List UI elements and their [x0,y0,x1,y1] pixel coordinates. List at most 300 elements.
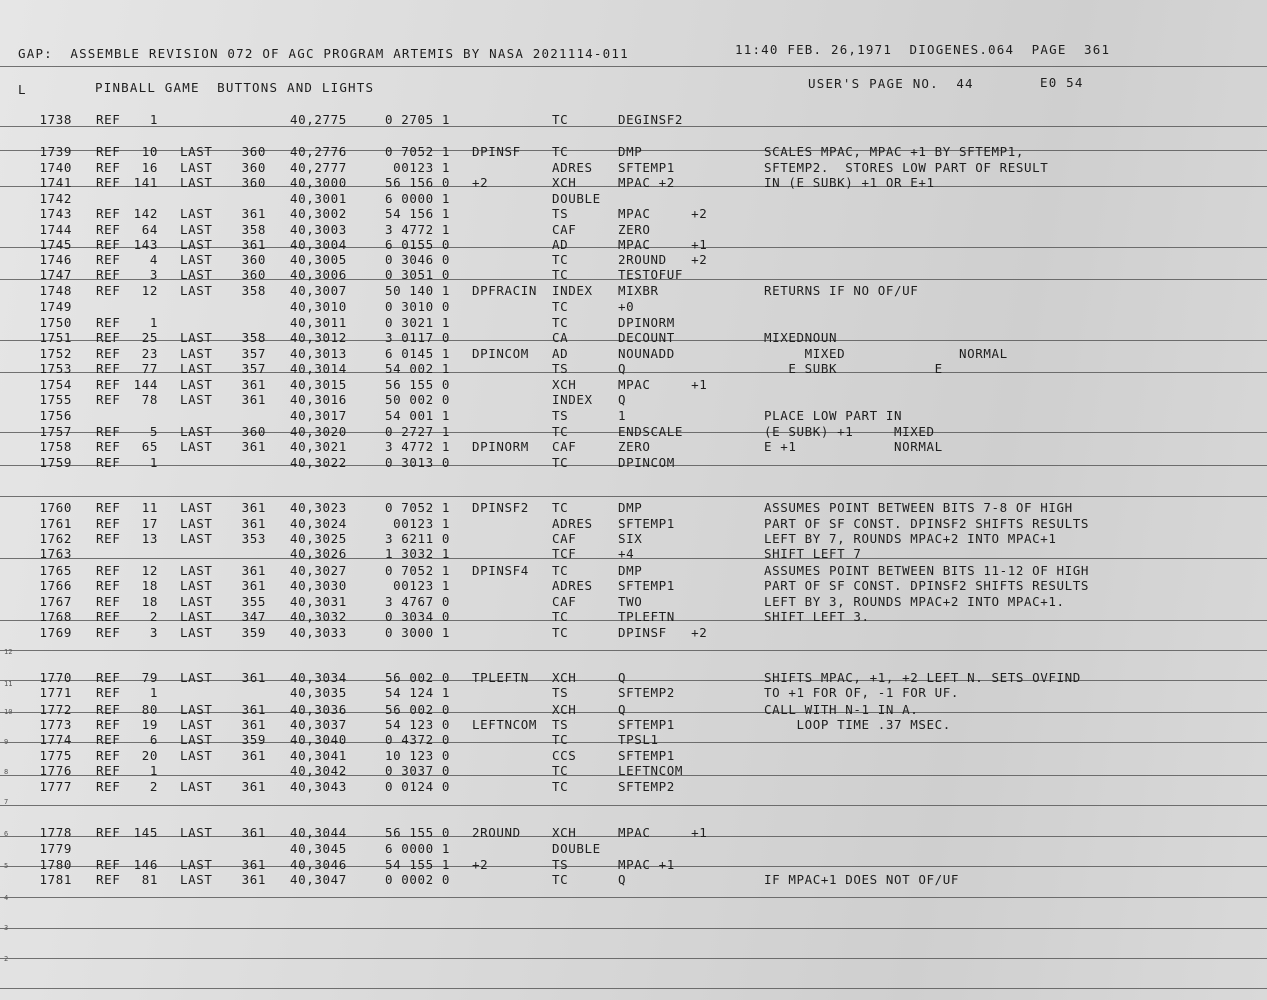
listing-row [0,748,1267,763]
comment: CALL WITH N-1 IN A. [764,701,919,717]
ref-count: 18 [141,577,158,593]
ref-count: 12 [141,283,158,299]
last-label: LAST [180,236,213,252]
last-label: LAST [180,531,213,547]
last-label: LAST [180,562,213,578]
listing-row [0,841,1267,856]
octal-code: 54 155 1 [384,856,450,872]
ref-label: REF [96,670,121,686]
last-page: 361 [241,856,266,872]
line-number: 1757 [39,423,72,439]
opcode: TC [552,423,569,439]
comment: SHIFTS MPAC, +1, +2 LEFT N. SETS OVFIND [764,670,1081,686]
opcode: TC [552,779,569,795]
octal-code: 0 0124 0 [384,779,450,795]
last-page: 359 [241,731,266,747]
ref-count: 1 [149,454,158,470]
ref-count: 11 [141,500,158,516]
opcode: TS [552,407,569,423]
listing-row [0,252,1267,267]
operand: SFTEMP2 [618,685,675,701]
octal-code: 6 0155 0 [384,236,450,252]
listing-row [0,408,1267,423]
octal-code: 6 0145 1 [384,345,450,361]
ref-label: REF [96,438,121,454]
address: 40,2775 [290,112,347,127]
last-label: LAST [180,361,213,377]
listing-row [0,732,1267,747]
ref-count: 1 [149,314,158,330]
operand: MIXBR [618,283,659,299]
opcode: TC [552,562,569,578]
ref-count: 77 [141,361,158,377]
listing-row [0,237,1267,252]
line-number: 1762 [39,531,72,547]
symbol-label: LEFTNCOM [472,716,538,732]
last-page: 358 [241,329,266,345]
operand: NOUNADD [618,345,675,361]
opcode: DOUBLE [552,190,601,206]
margin-mark: 11 [4,680,13,688]
last-page: 361 [241,500,266,516]
opcode: TC [552,144,569,160]
line-number: 1760 [39,500,72,516]
operand: SFTEMP1 [618,748,675,764]
last-label: LAST [180,670,213,686]
page-code: E0 54 [1040,75,1084,90]
octal-code: 3 6211 0 [384,531,450,547]
address: 40,3007 [290,283,347,299]
ref-count: 145 [133,825,158,841]
address: 40,3017 [290,407,347,423]
octal-code: 0 2705 1 [384,112,450,127]
last-label: LAST [180,205,213,221]
listing-row [0,670,1267,685]
octal-code: 6 0000 1 [384,190,450,206]
line-number: 1750 [39,314,72,330]
ref-label: REF [96,345,121,361]
opcode: TC [552,871,569,887]
ref-label: REF [96,825,121,841]
address: 40,3010 [290,298,347,314]
line-number: 1748 [39,283,72,299]
ref-label: REF [96,267,121,283]
comment: IF MPAC+1 DOES NOT OF/UF [764,871,960,887]
listing-row [0,439,1267,454]
section-marker: L [18,82,27,97]
last-label: LAST [180,329,213,345]
operand: LEFTNCOM [618,763,684,779]
address: 40,3000 [290,175,347,191]
ref-label: REF [96,175,121,191]
comment: IN (E SUBK) +1 OR E+1 [764,175,935,191]
listing-row [0,283,1267,298]
octal-code: 0 3034 0 [384,609,450,625]
last-page: 355 [241,593,266,609]
address: 40,3030 [290,577,347,593]
address: 40,3035 [290,685,347,701]
line-number: 1744 [39,221,72,237]
opcode: TS [552,361,569,377]
ref-count: 80 [141,701,158,717]
margin-mark: 2 [4,955,9,963]
octal-code: 0 3021 1 [384,314,450,330]
line-number: 1774 [39,731,72,747]
line-number: 1745 [39,236,72,252]
margin-mark: 8 [4,768,9,776]
octal-code: 54 156 1 [384,205,450,221]
octal-code: 56 002 0 [384,670,450,686]
octal-code: 3 0117 0 [384,329,450,345]
address: 40,3032 [290,609,347,625]
user-page-number: USER'S PAGE NO. 44 [808,76,974,91]
ref-label: REF [96,144,121,160]
opcode: INDEX [552,283,593,299]
octal-code: 0 2727 1 [384,423,450,439]
ref-label: REF [96,779,121,795]
address: 40,3042 [290,763,347,779]
symbol-label: +2 [472,856,489,872]
address: 40,3040 [290,731,347,747]
last-label: LAST [180,283,213,299]
address: 40,3025 [290,531,347,547]
address: 40,3006 [290,267,347,283]
listing-row [0,112,1267,127]
address: 40,3027 [290,562,347,578]
ref-label: REF [96,252,121,268]
ref-count: 17 [141,516,158,532]
address: 40,3047 [290,871,347,887]
listing-row [0,346,1267,361]
opcode: XCH [552,175,577,191]
opcode: DOUBLE [552,840,601,856]
ref-label: REF [96,423,121,439]
last-page: 361 [241,562,266,578]
ref-label: REF [96,205,121,221]
ref-count: 2 [149,609,158,625]
ref-label: REF [96,500,121,516]
last-page: 361 [241,577,266,593]
ref-count: 3 [149,625,158,641]
address: 40,3004 [290,236,347,252]
address: 40,3003 [290,221,347,237]
comment: PART OF SF CONST. DPINSF2 SHIFTS RESULTS [764,516,1090,532]
line-number: 1780 [39,856,72,872]
operand: DPINSF +2 [618,625,708,641]
ref-count: 4 [149,252,158,268]
ref-count: 5 [149,423,158,439]
line-number: 1747 [39,267,72,283]
address: 40,3001 [290,190,347,206]
last-label: LAST [180,267,213,283]
ref-count: 23 [141,345,158,361]
last-label: LAST [180,345,213,361]
opcode: CAF [552,593,577,609]
margin-mark: 5 [4,862,9,870]
ref-label: REF [96,748,121,764]
line-number: 1778 [39,825,72,841]
ref-count: 1 [149,112,158,127]
last-label: LAST [180,144,213,160]
operand: Q [618,871,627,887]
last-label: LAST [180,252,213,268]
margin-mark: 4 [4,894,9,902]
opcode: TC [552,763,569,779]
octal-code: 0 3046 0 [384,252,450,268]
ref-count: 13 [141,531,158,547]
last-page: 361 [241,871,266,887]
line-number: 1752 [39,345,72,361]
octal-code: 3 4767 0 [384,593,450,609]
comment: LEFT BY 3, ROUNDS MPAC+2 INTO MPAC+1. [764,593,1065,609]
listing-row [0,625,1267,640]
line-number: 1768 [39,609,72,625]
last-page: 361 [241,716,266,732]
address: 40,3015 [290,377,347,393]
comment: SCALES MPAC, MPAC +1 BY SFTEMP1, [764,144,1025,160]
listing-row [0,857,1267,872]
address: 40,2777 [290,160,347,176]
listing-row [0,361,1267,376]
operand: +0 [618,298,635,314]
listing-row [0,578,1267,593]
opcode: TC [552,252,569,268]
ref-count: 1 [149,763,158,779]
ref-count: 1 [149,685,158,701]
operand: SFTEMP1 [618,716,675,732]
line-number: 1746 [39,252,72,268]
line-number: 1770 [39,670,72,686]
opcode: TC [552,625,569,641]
operand: MPAC +2 [618,175,675,191]
last-page: 360 [241,144,266,160]
last-label: LAST [180,577,213,593]
listing-timestamp: 11:40 FEB. 26,1971 DIOGENES.064 PAGE 361 [735,42,1111,57]
ref-count: 142 [133,205,158,221]
ref-count: 146 [133,856,158,872]
ref-label: REF [96,221,121,237]
opcode: CAF [552,221,577,237]
symbol-label: DPINSF4 [472,562,529,578]
listing-row [0,330,1267,345]
opcode: CAF [552,531,577,547]
address: 40,3044 [290,825,347,841]
ref-label: REF [96,685,121,701]
symbol-label: DPFRACIN [472,283,538,299]
last-label: LAST [180,731,213,747]
operand: DPINORM [618,314,675,330]
ref-count: 10 [141,144,158,160]
comment: E SUBK E [764,361,943,377]
opcode: TC [552,500,569,516]
operand: DMP [618,562,643,578]
last-page: 361 [241,748,266,764]
comment: PLACE LOW PART IN [764,407,903,423]
margin-mark: 10 [4,708,13,716]
symbol-label: DPINSF2 [472,500,529,516]
ref-count: 79 [141,670,158,686]
operand: MPAC +1 [618,825,708,841]
listing-title: GAP: ASSEMBLE REVISION 072 OF AGC PROGRAM ARTEMIS BY NASA 2021114-011 [18,46,629,61]
address: 40,3020 [290,423,347,439]
last-page: 361 [241,377,266,393]
address: 40,3024 [290,516,347,532]
address: 40,3043 [290,779,347,795]
margin-mark: 6 [4,830,9,838]
octal-code: 00123 1 [393,516,450,532]
opcode: TC [552,454,569,470]
ref-label: REF [96,625,121,641]
ref-count: 81 [141,871,158,887]
listing-row [0,531,1267,546]
last-label: LAST [180,500,213,516]
ref-label: REF [96,609,121,625]
operand: TPLEFTN [618,609,675,625]
last-label: LAST [180,377,213,393]
line-number: 1756 [39,407,72,423]
last-page: 361 [241,236,266,252]
listing-row [0,377,1267,392]
line-number: 1758 [39,438,72,454]
line-number: 1769 [39,625,72,641]
comment: MIXEDNOUN [764,329,838,345]
last-label: LAST [180,779,213,795]
operand: SFTEMP2 [618,779,675,795]
address: 40,3021 [290,438,347,454]
address: 40,2776 [290,144,347,160]
last-label: LAST [180,160,213,176]
operand: DMP [618,500,643,516]
listing-row [0,717,1267,732]
ref-count: 12 [141,562,158,578]
operand: SFTEMP1 [618,516,675,532]
listing-row [0,685,1267,700]
listing-row [0,594,1267,609]
line-number: 1767 [39,593,72,609]
line-number: 1755 [39,392,72,408]
last-label: LAST [180,856,213,872]
ref-label: REF [96,856,121,872]
address: 40,3013 [290,345,347,361]
ref-label: REF [96,392,121,408]
operand: DEGINSF2 [618,112,684,127]
listing-row [0,516,1267,531]
ref-count: 19 [141,716,158,732]
ref-label: REF [96,361,121,377]
last-label: LAST [180,748,213,764]
last-label: LAST [180,221,213,237]
opcode: TC [552,731,569,747]
listing-row [0,609,1267,624]
operand: ENDSCALE [618,423,684,439]
section-title: PINBALL GAME BUTTONS AND LIGHTS [95,80,375,95]
ref-count: 78 [141,392,158,408]
listing-row [0,222,1267,237]
listing-row [0,563,1267,578]
opcode: TS [552,685,569,701]
line-number: 1766 [39,577,72,593]
ref-count: 6 [149,731,158,747]
listing-row [0,500,1267,515]
last-page: 358 [241,283,266,299]
octal-code: 56 155 0 [384,825,450,841]
line-number: 1771 [39,685,72,701]
address: 40,3037 [290,716,347,732]
opcode: TCF [552,546,577,562]
last-page: 360 [241,175,266,191]
ref-count: 65 [141,438,158,454]
last-page: 361 [241,438,266,454]
operand: MPAC +1 [618,856,675,872]
octal-code: 56 156 0 [384,175,450,191]
symbol-label: TPLEFTN [472,670,529,686]
address: 40,3023 [290,500,347,516]
operand: +4 [618,546,635,562]
opcode: XCH [552,825,577,841]
octal-code: 54 124 1 [384,685,450,701]
line-number: 1740 [39,160,72,176]
operand: DECOUNT [618,329,675,345]
listing-row [0,160,1267,175]
comment: (E SUBK) +1 MIXED [764,423,935,439]
ref-label: REF [96,731,121,747]
comment: LEFT BY 7, ROUNDS MPAC+2 INTO MPAC+1 [764,531,1057,547]
last-page: 360 [241,160,266,176]
octal-code: 56 155 0 [384,377,450,393]
octal-code: 3 4772 1 [384,438,450,454]
last-label: LAST [180,423,213,439]
listing-row [0,206,1267,221]
last-page: 353 [241,531,266,547]
line-number: 1779 [39,840,72,856]
ref-label: REF [96,283,121,299]
opcode: ADRES [552,516,593,532]
listing-row [0,267,1267,282]
comment: MIXED NORMAL [764,345,1008,361]
operand: MPAC +1 [618,236,708,252]
listing-row [0,763,1267,778]
margin-mark: 3 [4,924,9,932]
last-label: LAST [180,593,213,609]
line-number: 1749 [39,298,72,314]
address: 40,3045 [290,840,347,856]
ref-label: REF [96,112,121,127]
last-page: 360 [241,267,266,283]
comment: RETURNS IF NO OF/UF [764,283,919,299]
last-label: LAST [180,516,213,532]
line-number: 1781 [39,871,72,887]
operand: TPSL1 [618,731,659,747]
ref-label: REF [96,577,121,593]
octal-code: 0 7052 1 [384,562,450,578]
octal-code: 0 7052 1 [384,144,450,160]
address: 40,3031 [290,593,347,609]
operand: ZERO [618,438,651,454]
listing-row [0,702,1267,717]
line-number: 1772 [39,701,72,717]
operand: 2ROUND +2 [618,252,708,268]
margin-mark: 7 [4,798,9,806]
ref-label: REF [96,236,121,252]
margin-mark: 9 [4,738,9,746]
listing-row [0,191,1267,206]
operand: DMP [618,144,643,160]
line-number: 1776 [39,763,72,779]
last-page: 357 [241,361,266,377]
octal-code: 50 140 1 [384,283,450,299]
ref-count: 25 [141,329,158,345]
line-number: 1773 [39,716,72,732]
